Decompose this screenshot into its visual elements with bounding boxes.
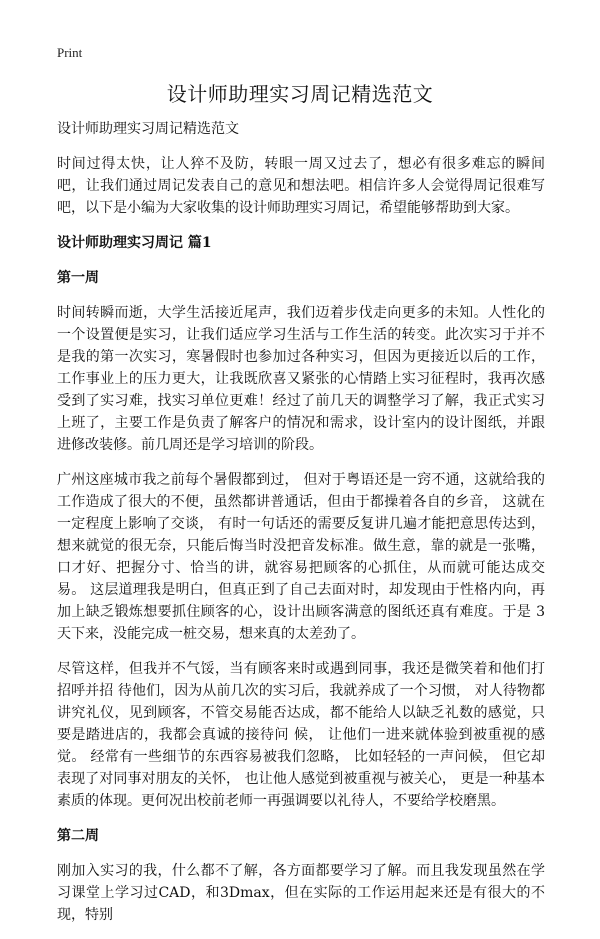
article-body	[57, 118, 545, 939]
page-title: 设计师助理实习周记精选范文	[166, 82, 434, 106]
week-heading: 第二周	[57, 828, 99, 844]
section-heading: 设计师助理实习周记 篇1	[57, 235, 212, 251]
print-link[interactable]: Print	[57, 45, 83, 60]
body-paragraph: 时间转瞬而逝，大学生活接近尾声，我们迈着步伐走向更多的未知。人性化的一个设置便是实习，让我们适应学习生活与工作生活的转变。此次实习于并不是我的第一次实习，寒暑假时也参加过各种实习，但因为更接近以后的工作，工作事业上的压力更大，让我既欣喜又紧张的心情踏上实习征程时，我再次感受到了实习难，找实习单位更难！经过了前几天的调整学习了解，我正式实习上班了，主要工作是负责了解客户的情况和需求，设计室内的设计图纸，并跟进修改装修。前几周还是学习培训的阶段。	[57, 305, 545, 453]
intro-paragraph: 时间过得太快，让人猝不及防，转眼一周又过去了，想必有很多难忘的瞬间吧，让我们通过周记发表自己的意见和想法吧。相信许多人会觉得周记很难写吧，以下是小编为大家收集的设计师助理实习周记，希望能够帮助到大家。	[57, 156, 545, 216]
body-paragraph: 刚加入实习的我，什么都不了解，各方面都要学习了解。而且我发现虽然在学习课堂上学习过CAD，和3Dmax，但在实际的工作运用起来还是有很大的不现，特别	[57, 863, 545, 923]
article-subtitle: 设计师助理实习周记精选范文	[57, 121, 239, 137]
body-paragraph: 尽管这样，但我并不气馁，当有顾客来时或遇到同事，我还是微笑着和他们打招呼并招 待他们，因为从前几次的实习后，我就养成了一个习惯， 对人待物都讲究礼仪，见到顾客，不管交易能否达成，都不能给人以缺乏礼数的感觉，只要是踏进店的，我都会真诚的接待问 候， 让他们一进来就体验到被重视的感觉。 经常有一些细节的东西容易被我们忽略， 比如轻轻的一声问候， 但它却表现了对同事对朋友的关怀， 也让他人感觉到被重视与被关心， 更是一种基本素质的体现。更何况出校前老师一再强调要以礼待人，不要给学校磨黑。	[57, 661, 545, 809]
body-paragraph: 广州这座城市我之前每个暑假都到过， 但对于粤语还是一窍不通，这就给我的工作造成了很大的不便，虽然都讲普通话，但由于都操着各自的乡音， 这就在一定程度上影响了交谈， 有时一句话还的需要反复讲几遍才能把意思传达到，想来就觉的很无奈，只能后悔当时没把音发标准。做生意，靠的就是一张嘴，口才好、把握分寸、恰当的讲，就容易把顾客的心抓住，从而就可能达成交易。 这层道理我是明白，但真正到了自己去面对时，却发现由于性格内向，再加上缺乏锻炼想要抓住顾客的心，设计出顾客满意的图纸还真有难度。于是 3 天下来，没能完成一桩交易，想来真的太差劲了。	[57, 472, 545, 642]
week-heading: 第一周	[57, 270, 99, 286]
